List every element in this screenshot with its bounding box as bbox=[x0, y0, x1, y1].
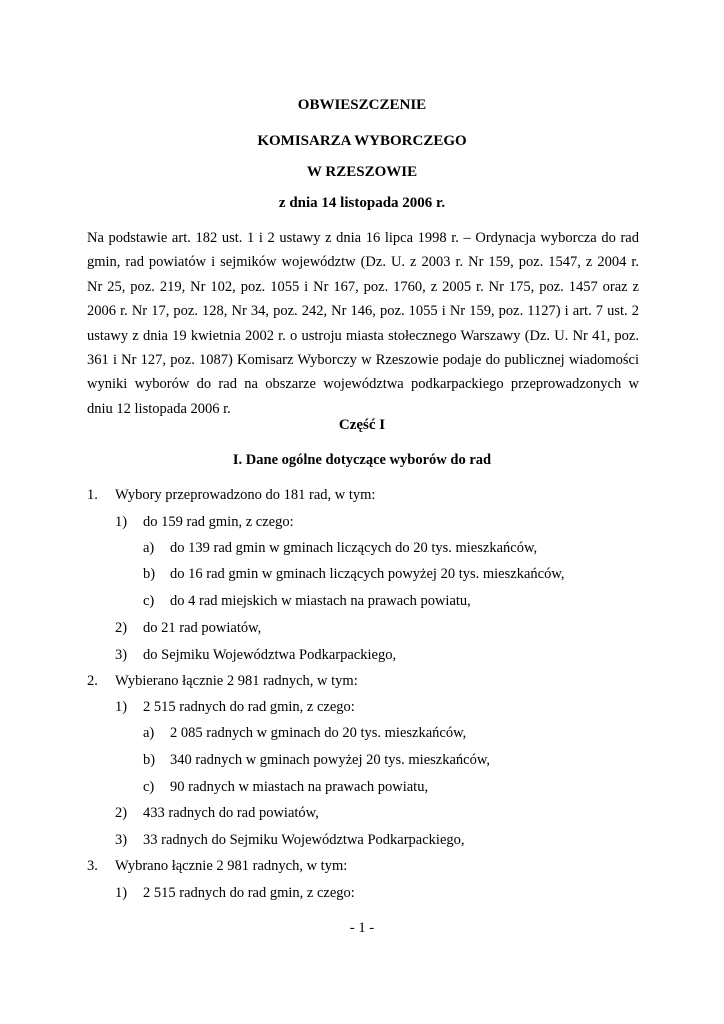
item-text: 2 085 radnych w gminach do 20 tys. mieszkańców, bbox=[170, 725, 467, 741]
intro-line: wyniki wyborów do rad na obszarze województwa podkarpackiego przeprowadzonych w bbox=[87, 376, 639, 393]
intro-line: gmin, rad powiatów i sejmików województw (Dz. U. z 2003 r. Nr 159, poz. 1547, z 2004 r. bbox=[87, 254, 639, 271]
intro-line: ustawy z dnia 19 kwietnia 2002 r. o ustroju miasta stołecznego Warszawy (Dz. U. Nr 41, poz. bbox=[87, 327, 639, 344]
item-text: Wybierano łącznie 2 981 radnych, w tym: bbox=[115, 673, 358, 689]
item-text: 90 radnych w miastach na prawach powiatu, bbox=[170, 779, 429, 795]
item-number: 3) bbox=[115, 647, 128, 663]
item-text: do 159 rad gmin, z czego: bbox=[143, 514, 294, 530]
item-number: 3. bbox=[87, 858, 98, 874]
item-number: 2) bbox=[115, 805, 128, 821]
item-text: do 139 rad gmin w gminach liczących do 20 tys. mieszkańców, bbox=[170, 540, 538, 556]
title-line-2: KOMISARZA WYBORCZEGO bbox=[257, 133, 467, 149]
item-text: do Sejmiku Województwa Podkarpackiego, bbox=[143, 647, 397, 663]
item-text: 2 515 radnych do rad gmin, z czego: bbox=[143, 885, 355, 901]
intro-line: dniu 12 listopada 2006 r. bbox=[87, 400, 231, 417]
item-number: b) bbox=[143, 752, 156, 768]
item-number: c) bbox=[143, 779, 155, 795]
item-number: 3) bbox=[115, 832, 128, 848]
item-number: 2) bbox=[115, 620, 128, 636]
item-text: do 4 rad miejskich w miastach na prawach powiatu, bbox=[170, 593, 471, 609]
part-title: Część I bbox=[338, 417, 386, 433]
item-number: b) bbox=[143, 566, 156, 582]
item-number: 1) bbox=[115, 885, 128, 901]
item-number: a) bbox=[143, 725, 155, 741]
title-date: z dnia 14 listopada 2006 r. bbox=[278, 195, 446, 211]
page-number: - 1 - bbox=[349, 920, 375, 936]
item-number: 2. bbox=[87, 673, 98, 689]
title-line-1: OBWIESZCZENIE bbox=[297, 97, 427, 113]
intro-line: Na podstawie art. 182 ust. 1 i 2 ustawy z dnia 16 lipca 1998 r. – Ordynacja wyborcza do rad bbox=[87, 230, 639, 246]
intro-line: 2006 r. Nr 17, poz. 128, Nr 34, poz. 242, Nr 146, poz. 1055 i Nr 159, poz. 1127) i art. 7 ust. 2 bbox=[87, 303, 639, 320]
item-number: a) bbox=[143, 540, 155, 556]
item-text: 340 radnych w gminach powyżej 20 tys. mieszkańców, bbox=[170, 752, 490, 768]
item-text: do 21 rad powiatów, bbox=[143, 620, 262, 636]
item-number: 1) bbox=[115, 699, 128, 715]
intro-line: Nr 25, poz. 219, Nr 102, poz. 1055 i Nr 167, poz. 1760, z 2005 r. Nr 175, poz. 1457 oraz z bbox=[87, 278, 639, 295]
item-text: Wybory przeprowadzono do 181 rad, w tym: bbox=[115, 487, 376, 503]
item-text: 433 radnych do rad powiatów, bbox=[143, 805, 319, 821]
intro-line: 361 i Nr 127, poz. 1087) Komisarz Wyborczy w Rzeszowie podaje do publicznej wiadomości bbox=[87, 351, 639, 368]
item-text: Wybrano łącznie 2 981 radnych, w tym: bbox=[115, 858, 348, 874]
item-number: 1. bbox=[87, 487, 98, 503]
title-line-3: W RZESZOWIE bbox=[306, 164, 418, 180]
section-title: I. Dane ogólne dotyczące wyborów do rad bbox=[232, 452, 492, 468]
item-text: 2 515 radnych do rad gmin, z czego: bbox=[143, 699, 355, 715]
intro-paragraph bbox=[87, 226, 639, 421]
item-text: 33 radnych do Sejmiku Województwa Podkarpackiego, bbox=[143, 832, 465, 848]
item-number: 1) bbox=[115, 514, 128, 530]
item-number: c) bbox=[143, 593, 155, 609]
item-text: do 16 rad gmin w gminach liczących powyżej 20 tys. mieszkańców, bbox=[170, 566, 565, 582]
